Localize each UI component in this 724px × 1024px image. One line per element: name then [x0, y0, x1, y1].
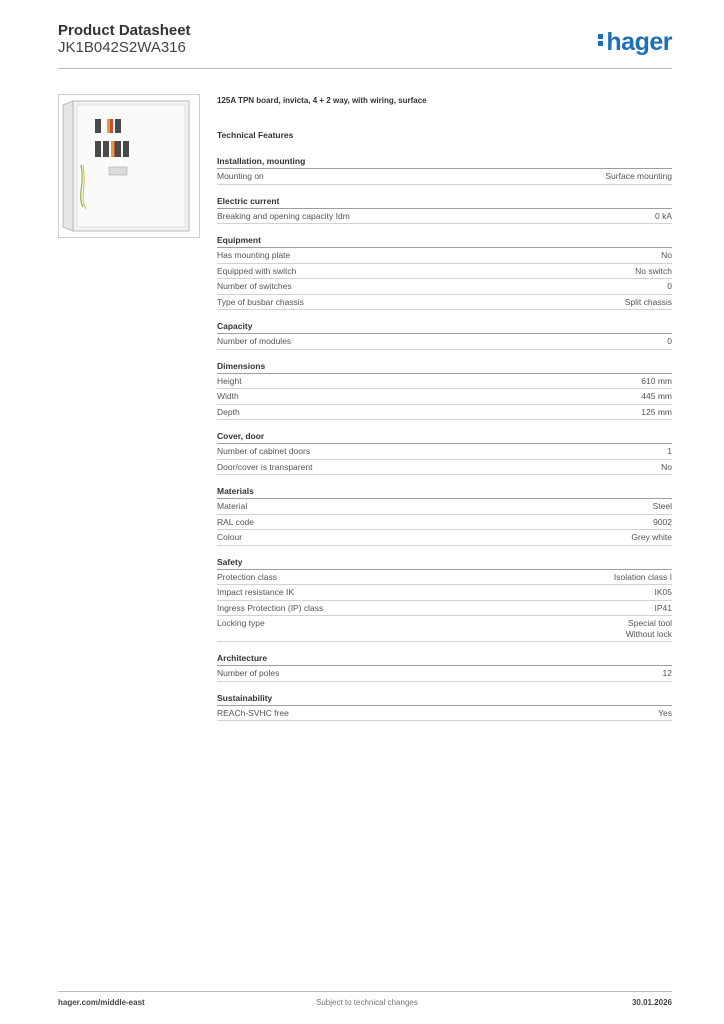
spec-row: [217, 169, 672, 185]
spec-value: No: [661, 250, 672, 260]
spec-label: Breaking and opening capacity Idm: [217, 210, 350, 221]
spec-value: 125 mm: [641, 406, 672, 417]
spec-row: [217, 279, 672, 295]
page-title: Product Datasheet: [58, 22, 191, 39]
spec-value-line: Without lock: [625, 628, 672, 639]
spec-row: [217, 706, 672, 722]
spec-row: [217, 209, 672, 225]
spec-label: Protection class: [217, 571, 277, 582]
spec-row: [217, 585, 672, 601]
spec-label: Equipped with switch: [217, 265, 297, 276]
spec-row: [217, 374, 672, 390]
section-title: Safety: [217, 557, 672, 570]
spec-row: [217, 460, 672, 476]
feature-section: [217, 361, 672, 421]
spec-value: 0: [667, 336, 672, 346]
section-title: Architecture: [217, 653, 672, 666]
spec-label: Mounting on: [217, 171, 264, 181]
spec-value: [626, 618, 672, 639]
product-image: [58, 94, 200, 238]
hager-logo: [598, 28, 672, 57]
technical-features-heading: Technical Features: [217, 130, 294, 140]
feature-section: [217, 321, 672, 350]
spec-value: Grey white: [631, 532, 672, 542]
spec-label: Number of modules: [217, 336, 292, 346]
header-divider: [58, 68, 672, 69]
product-description: 125A TPN board, invicta, 4 + 2 way, with wiring, surface: [217, 96, 427, 105]
spec-row: [217, 515, 672, 531]
spec-value: 610 mm: [641, 375, 672, 386]
footer-notice: Subject to technical changes: [316, 998, 418, 1007]
spec-value: No switch: [635, 265, 672, 276]
section-title: Cover, door: [217, 431, 672, 444]
feature-section: [217, 557, 672, 643]
feature-section: [217, 486, 672, 546]
spec-label: Colour: [217, 532, 243, 542]
spec-value: 12: [662, 668, 672, 678]
section-title: Capacity: [217, 321, 672, 334]
datasheet-content: [217, 96, 672, 732]
spec-value: IP41: [654, 602, 672, 613]
spec-row: [217, 264, 672, 280]
spec-value: Isolation class I: [613, 571, 672, 582]
feature-section: [217, 235, 672, 310]
spec-value: Steel: [652, 501, 672, 511]
feature-section: [217, 196, 672, 225]
spec-label: Locking type: [217, 618, 265, 628]
spec-label: Number of switches: [217, 281, 292, 291]
feature-section: [217, 156, 672, 185]
spec-value: Split chassis: [624, 296, 672, 307]
spec-label: Impact resistance IK: [217, 587, 295, 597]
spec-row: [217, 248, 672, 264]
section-title: Sustainability: [217, 693, 672, 706]
spec-label: Height: [217, 375, 242, 386]
spec-value: 445 mm: [641, 391, 672, 401]
spec-row: [217, 389, 672, 405]
spec-label: RAL code: [217, 516, 255, 527]
spec-label: Type of busbar chassis: [217, 296, 304, 307]
spec-value: IK05: [654, 587, 672, 597]
distribution-board-illustration: [59, 95, 199, 237]
spec-value: No: [661, 461, 672, 472]
spec-value: 1: [667, 446, 672, 456]
spec-label: Door/cover is transparent: [217, 461, 313, 472]
spec-row: [217, 666, 672, 682]
spec-row: [217, 616, 672, 642]
footer-date: 30.01.2026: [631, 998, 672, 1007]
section-title: Installation, mounting: [217, 156, 672, 169]
footer-website[interactable]: hager.com/middle-east: [58, 998, 145, 1007]
spec-row: [217, 405, 672, 421]
spec-value: 9002: [653, 516, 672, 527]
spec-label: Material: [217, 501, 248, 511]
spec-row: [217, 570, 672, 586]
logo-dots-icon: [598, 32, 604, 48]
section-title: Electric current: [217, 196, 672, 209]
spec-value: 0 kA: [654, 210, 672, 221]
spec-row: [217, 530, 672, 546]
section-title: Dimensions: [217, 361, 672, 374]
spec-value: Surface mounting: [605, 171, 672, 181]
feature-sections: [217, 156, 672, 721]
spec-label: Has mounting plate: [217, 250, 291, 260]
spec-label: Depth: [217, 406, 240, 417]
section-title: Equipment: [217, 235, 672, 248]
spec-label: Number of poles: [217, 668, 280, 678]
spec-value: Yes: [658, 707, 672, 718]
spec-value: 0: [667, 281, 672, 291]
feature-section: [217, 653, 672, 682]
product-code: JK1B042S2WA316: [58, 39, 186, 56]
logo-text: hager: [606, 28, 672, 56]
spec-label: Number of cabinet doors: [217, 446, 311, 456]
spec-label: Width: [217, 391, 239, 401]
spec-row: [217, 499, 672, 515]
footer-divider: [58, 991, 672, 992]
spec-row: [217, 334, 672, 350]
spec-row: [217, 295, 672, 311]
spec-value-line: Special tool: [628, 618, 672, 628]
spec-label: REACh-SVHC free: [217, 707, 289, 718]
section-title: Materials: [217, 486, 672, 499]
feature-section: [217, 431, 672, 475]
spec-label: Ingress Protection (IP) class: [217, 602, 324, 613]
spec-row: [217, 601, 672, 617]
feature-section: [217, 693, 672, 722]
spec-row: [217, 444, 672, 460]
